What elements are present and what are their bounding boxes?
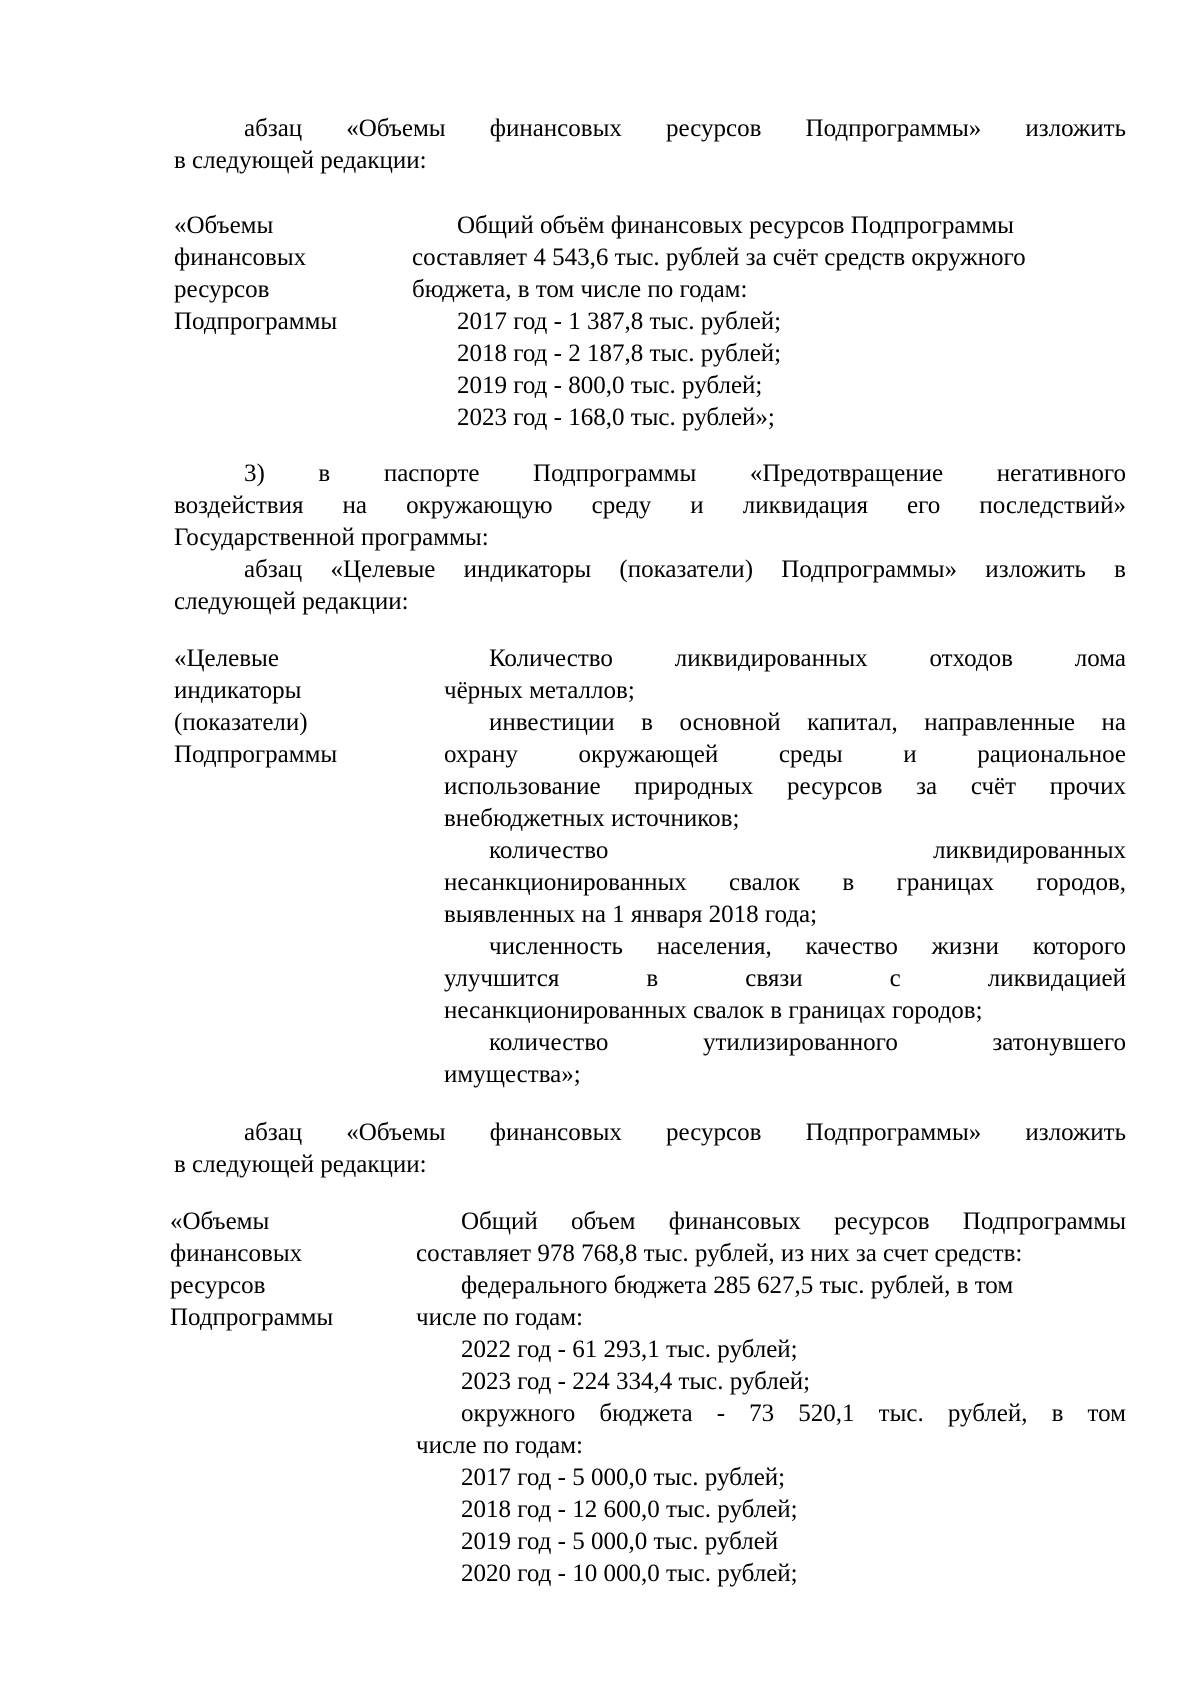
passport-row-funding-2 — [170, 1206, 1126, 1590]
label-line: Подпрограммы — [170, 1304, 334, 1331]
row-value — [412, 210, 1124, 434]
row-label — [170, 1206, 416, 1590]
label-line: (показатели) — [174, 709, 308, 736]
text-line: составляет 978 768,8 тыс. рублей, из них за счет средств: — [416, 1240, 1023, 1267]
text-line: воздействия на окружающую среду и ликвидация его последствий» — [174, 492, 1126, 519]
text-line: улучшится в связи с ликвидацией — [444, 965, 1126, 992]
text-line: числе по годам: — [416, 1304, 583, 1331]
label-line: ресурсов — [174, 276, 270, 303]
label-line: «Объемы — [174, 212, 274, 239]
text-line: несанкционированных свалок в границах городов, — [444, 869, 1126, 896]
paragraph-intro-1 — [174, 113, 1126, 177]
label-line: Подпрограммы — [174, 308, 338, 335]
text-line: числе по годам: — [416, 1432, 583, 1459]
text-line: внебюджетных источников; — [444, 805, 740, 832]
paragraph-item-3 — [174, 458, 1126, 618]
text-line: 2017 год - 1 387,8 тыс. рублей; — [457, 308, 782, 335]
text-line: использование природных ресурсов за счёт прочих — [444, 773, 1126, 800]
text-line: чёрных металлов; — [444, 677, 635, 704]
text-line: 3) в паспорте Подпрограммы «Предотвращение негативного — [244, 460, 1126, 487]
text-line: несанкционированных свалок в границах городов; — [444, 997, 983, 1024]
text-line: абзац «Целевые индикаторы (показатели) Подпрограммы» изложить в — [244, 556, 1126, 583]
text-line: охрану окружающей среды и рациональное — [444, 741, 1126, 768]
text-line: имущества»; — [444, 1061, 581, 1088]
paragraph-intro-2 — [174, 1117, 1126, 1181]
text-line: численность населения, качество жизни которого — [489, 933, 1126, 960]
text-line: выявленных на 1 января 2018 года; — [444, 901, 818, 928]
label-line: «Объемы — [170, 1208, 270, 1235]
text-line: 2020 год - 10 000,0 тыс. рублей; — [461, 1560, 798, 1587]
text-line: 2018 год - 12 600,0 тыс. рублей; — [461, 1496, 798, 1523]
text-line: Общий объем финансовых ресурсов Подпрограммы — [461, 1208, 1126, 1235]
text-line: в следующей редакции: — [174, 147, 427, 174]
text-line: абзац «Объемы финансовых ресурсов Подпрограммы» изложить — [244, 115, 1126, 142]
row-label — [174, 210, 412, 434]
text-line: в следующей редакции: — [174, 1151, 427, 1178]
text-line: составляет 4 543,6 тыс. рублей за счёт средств окружного — [412, 244, 1026, 271]
text-line: федерального бюджета 285 627,5 тыс. рублей, в том — [461, 1272, 1014, 1299]
text-line: Общий объём финансовых ресурсов Подпрограммы — [457, 212, 1014, 239]
passport-row-funding-1 — [174, 210, 1124, 434]
label-line: «Целевые — [174, 645, 279, 672]
text-line: 2019 год - 800,0 тыс. рублей; — [457, 372, 763, 399]
text-line: 2019 год - 5 000,0 тыс. рублей — [461, 1528, 779, 1555]
text-line: 2022 год - 61 293,1 тыс. рублей; — [461, 1336, 798, 1363]
text-line: Государственной программы: — [174, 524, 489, 551]
text-line: 2017 год - 5 000,0 тыс. рублей; — [461, 1464, 786, 1491]
text-line: следующей редакции: — [174, 588, 409, 615]
text-line: Количество ликвидированных отходов лома — [489, 645, 1126, 672]
text-line: абзац «Объемы финансовых ресурсов Подпрограммы» изложить — [244, 1119, 1126, 1146]
text-line: количество утилизированного затонувшего — [489, 1029, 1126, 1056]
text-line: количество ликвидированных — [489, 837, 1126, 864]
text-line: 2023 год - 168,0 тыс. рублей»; — [457, 404, 775, 431]
text-line: инвестиции в основной капитал, направленные на — [489, 709, 1126, 736]
label-line: финансовых — [174, 244, 307, 271]
row-value — [444, 643, 1126, 1091]
text-line: 2023 год - 224 334,4 тыс. рублей; — [461, 1368, 811, 1395]
row-label — [174, 643, 444, 1091]
passport-row-indicators — [174, 643, 1126, 1091]
row-value — [416, 1206, 1126, 1590]
text-line: 2018 год - 2 187,8 тыс. рублей; — [457, 340, 782, 367]
label-line: индикаторы — [174, 677, 302, 704]
label-line: Подпрограммы — [174, 741, 338, 768]
text-line: окружного бюджета - 73 520,1 тыс. рублей, в том — [461, 1400, 1126, 1427]
text-line: бюджета, в том числе по годам: — [412, 276, 748, 303]
label-line: ресурсов — [170, 1272, 266, 1299]
label-line: финансовых — [170, 1240, 303, 1267]
